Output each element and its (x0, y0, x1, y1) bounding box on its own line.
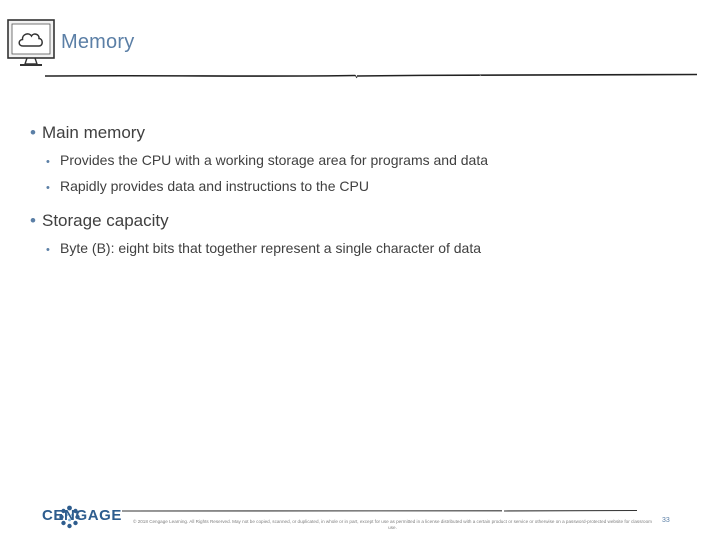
bullet-dot: • (46, 156, 50, 168)
sub-bullet (46, 178, 369, 194)
brand-name: CENGAGE (42, 507, 123, 524)
header-divider (45, 68, 697, 82)
sub-bullet (46, 152, 488, 168)
page-title: Memory (61, 31, 135, 53)
bullet-main-memory (30, 123, 145, 143)
bullet-dot: • (46, 182, 50, 194)
sub-bullet-text: Byte (B): eight bits that together represent a single character of data (60, 240, 482, 256)
bullet-heading-text: Storage capacity (42, 211, 169, 230)
sub-bullet-text: Provides the CPU with a working storage area for programs and data (60, 152, 488, 168)
bullet-dot: • (30, 211, 36, 230)
sub-bullet-text: Rapidly provides data and instructions to the CPU (60, 178, 369, 194)
bullet-heading-text: Main memory (42, 123, 145, 142)
sub-bullet (46, 240, 481, 256)
bullet-dot: • (46, 244, 50, 256)
page-number: 33 (662, 517, 670, 524)
computer-monitor-cloud-icon (6, 18, 56, 70)
footer-divider (122, 506, 637, 516)
copyright-notice: © 2018 Cengage Learning. All Rights Reserved. May not be copied, scanned, or duplicated, in whole or in part, except for use as permitted in a license distributed with a certain product or service or otherwise on a password-protected website for classroom use. (133, 519, 652, 530)
bullet-dot: • (30, 123, 36, 142)
bullet-storage-capacity (30, 211, 169, 231)
